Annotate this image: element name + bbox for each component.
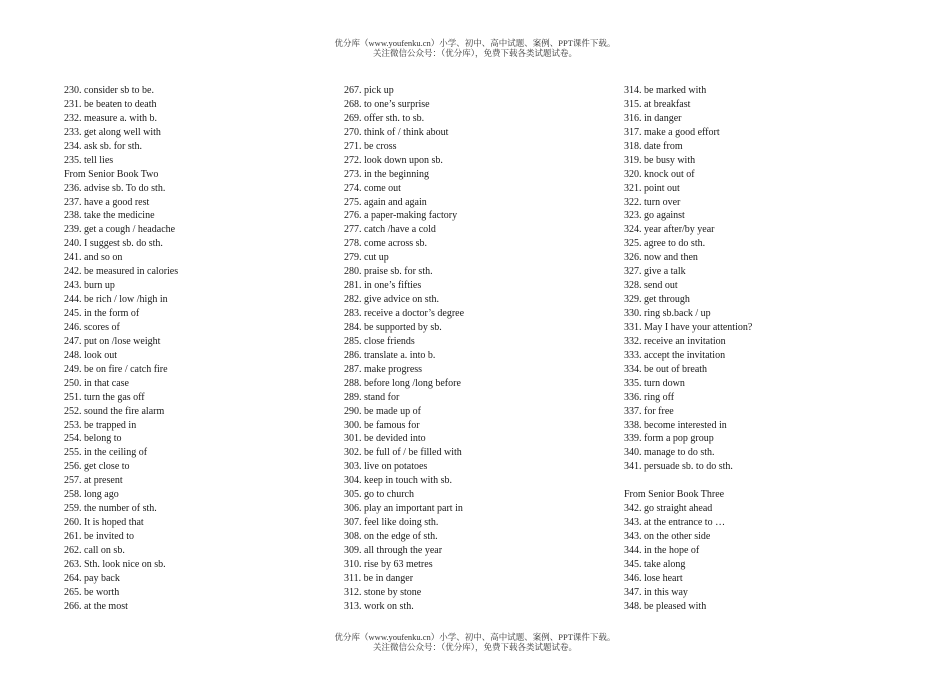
phrase-item: 332. receive an invitation [624, 335, 726, 347]
phrase-item: 313. work on sth. [344, 600, 414, 612]
phrase-item: 272. look down upon sb. [344, 154, 443, 166]
phrase-item: 289. stand for [344, 391, 400, 403]
phrase-item: 247. put on /lose weight [64, 335, 161, 347]
phrase-item: 311. be in danger [344, 572, 414, 584]
phrase-column-2 [344, 84, 614, 614]
phrase-item: 231. be beaten to death [64, 98, 157, 110]
phrase-item: 343. on the other side [624, 531, 711, 542]
phrase-item: 246. scores of [64, 321, 120, 333]
phrase-item: 262. call on sb. [64, 544, 125, 556]
phrase-item: 232. measure a. with b. [64, 112, 158, 124]
phrase-item: 341. persuade sb. to do sth. [624, 461, 733, 473]
phrase-item: 271. be cross [344, 140, 397, 152]
phrase-item: 240. I suggest sb. do sth. [64, 238, 163, 250]
phrase-item: 337. for free [624, 405, 674, 417]
phrase-item: 283. receive a doctor’s degree [344, 308, 465, 319]
phrase-item: 339. form a pop group [624, 433, 714, 445]
phrase-item: 347. in this way [624, 586, 688, 598]
phrase-item: 265. be worth [64, 586, 120, 598]
phrase-item: 325. agree to do sth. [624, 238, 706, 250]
phrase-item: 234. ask sb. for sth. [64, 140, 143, 152]
phrase-item: 312. stone by stone [344, 586, 422, 598]
phrase-item: 257. at present [64, 475, 123, 487]
phrase-item: 287. make progress [344, 363, 423, 375]
phrase-item: 307. feel like doing sth. [344, 517, 439, 529]
page-header [0, 38, 950, 58]
phrase-item: 237. have a good rest [64, 196, 150, 208]
phrase-item: 230. consider sb to be. [64, 85, 154, 96]
phrase-column-3 [624, 84, 894, 614]
phrase-item: 342. go straight ahead [624, 503, 713, 515]
phrase-item: 255. in the ceiling of [64, 447, 148, 459]
phrase-item: 264. pay back [64, 572, 120, 584]
phrase-item: 288. before long /long before [344, 377, 461, 389]
phrase-item: 268. to one’s surprise [344, 98, 430, 110]
phrase-item: 236. advise sb. To do sth. [64, 182, 166, 194]
phrase-item: 239. get a cough / headache [64, 224, 176, 236]
phrase-item: 330. ring sb.back / up [624, 308, 711, 319]
phrase-item: 326. now and then [624, 252, 698, 264]
phrase-item: 270. think of / think about [344, 126, 449, 138]
phrase-item: 308. on the edge of sth. [344, 531, 438, 542]
phrase-item: 282. give advice on sth. [344, 294, 439, 306]
phrase-item: 285. close friends [344, 335, 415, 347]
phrase-item: 280. praise sb. for sth. [344, 266, 433, 278]
phrase-item: 277. catch /have a cold [344, 224, 436, 236]
blank-line [624, 474, 894, 488]
phrase-item: 243. burn up [64, 280, 115, 292]
phrase-item: 251. turn the gas off [64, 391, 145, 403]
phrase-item: 290. be made up of [344, 405, 421, 417]
phrase-item: 235. tell lies [64, 154, 114, 166]
phrase-item: 335. turn down [624, 377, 685, 389]
phrase-item: 250. in that case [64, 377, 129, 389]
phrase-item: 320. knock out of [624, 168, 695, 180]
phrase-item: 256. get close to [64, 461, 130, 473]
phrase-item: 233. get along well with [64, 126, 161, 138]
phrase-item: 286. translate a. into b. [344, 349, 436, 361]
phrase-item: 315. at breakfast [624, 98, 691, 110]
phrase-item: 300. be famous for [344, 419, 420, 431]
phrase-item: 343. at the entrance to … [624, 517, 726, 529]
phrase-item: 318. date from [624, 140, 683, 152]
phrase-item: 245. in the form of [64, 308, 140, 319]
phrase-item: 278. come across sb. [344, 238, 428, 250]
phrase-item: 322. turn over [624, 196, 681, 208]
phrase-item: 310. rise by 63 metres [344, 558, 433, 570]
phrase-item: 279. cut up [344, 252, 389, 264]
phrase-item: 348. be pleased with [624, 600, 707, 612]
phrase-item: 284. be supported by sb. [344, 321, 442, 333]
phrase-item: 263. Sth. look nice on sb. [64, 558, 166, 570]
phrase-item: 301. be devided into [344, 433, 426, 445]
phrase-item: 316. in danger [624, 112, 682, 124]
phrase-item: 306. play an important part in [344, 503, 463, 515]
phrase-item: 302. be full of / be filled with [344, 447, 462, 459]
footer-line-2: 关注微信公众号：（优分库），免费下载各类试题试卷。 [372, 642, 577, 652]
section-heading: From Senior Book Two [64, 168, 159, 180]
phrase-item: 260. It is hoped that [64, 517, 144, 529]
phrase-item: 304. keep in touch with sb. [344, 475, 453, 487]
page-footer [0, 632, 950, 652]
phrase-item: 328. send out [624, 280, 678, 292]
phrase-item: 321. point out [624, 182, 680, 194]
phrase-item: 266. at the most [64, 600, 128, 612]
phrase-item: 314. be marked with [624, 85, 707, 96]
phrase-item: 333. accept the invitation [624, 349, 726, 361]
phrase-item: 317. make a good effort [624, 126, 720, 138]
phrase-item: 309. all through the year [344, 544, 443, 556]
phrase-item: 259. the number of sth. [64, 503, 157, 515]
phrase-item: 253. be trapped in [64, 419, 137, 431]
footer-line-1: 优分库（www.youfenku.cn）小学、初中、高中试题、案例、PPT课件下载。 [334, 632, 616, 642]
phrase-item: 344. in the hope of [624, 544, 700, 556]
phrase-item: 324. year after/by year [624, 224, 715, 236]
phrase-item: 305. go to church [344, 489, 414, 501]
phrase-item: 345. take along [624, 558, 686, 570]
phrase-item: 269. offer sth. to sb. [344, 112, 425, 124]
phrase-item: 281. in one’s fifties [344, 280, 422, 292]
phrase-item: 275. again and again [344, 196, 427, 208]
phrase-item: 248. look out [64, 349, 118, 361]
phrase-item: 303. live on potatoes [344, 461, 428, 473]
section-heading: From Senior Book Three [624, 489, 725, 501]
phrase-column-1 [64, 84, 334, 614]
phrase-item: 242. be measured in calories [64, 266, 179, 278]
phrase-item: 244. be rich / low /high in [64, 294, 168, 306]
phrase-item: 267. pick up [344, 85, 394, 96]
phrase-item: 254. belong to [64, 433, 122, 445]
phrase-item: 334. be out of breath [624, 363, 708, 375]
phrase-item: 241. and so on [64, 252, 123, 264]
phrase-item: 323. go against [624, 210, 685, 222]
header-line-1: 优分库（www.youfenku.cn）小学、初中、高中试题、案例、PPT课件下载。 [334, 38, 616, 48]
phrase-item: 238. take the medicine [64, 210, 155, 222]
phrase-item: 319. be busy with [624, 154, 696, 166]
phrase-item: 276. a paper-making factory [344, 210, 458, 222]
phrase-item: 331. May I have your attention? [624, 321, 753, 333]
header-line-2: 关注微信公众号：（优分库），免费下载各类试题试卷。 [372, 48, 577, 58]
phrase-item: 338. become interested in [624, 419, 727, 431]
phrase-item: 273. in the beginning [344, 168, 429, 180]
phrase-item: 340. manage to do sth. [624, 447, 715, 459]
phrase-item: 336. ring off [624, 391, 675, 403]
phrase-item: 258. long ago [64, 489, 119, 501]
phrase-item: 327. give a talk [624, 266, 686, 278]
phrase-item: 346. lose heart [624, 572, 683, 584]
phrase-item: 252. sound the fire alarm [64, 405, 165, 417]
phrase-item: 274. come out [344, 182, 401, 194]
phrase-item: 261. be invited to [64, 531, 134, 542]
phrase-item: 329. get through [624, 294, 690, 306]
phrase-item: 249. be on fire / catch fire [64, 363, 168, 375]
